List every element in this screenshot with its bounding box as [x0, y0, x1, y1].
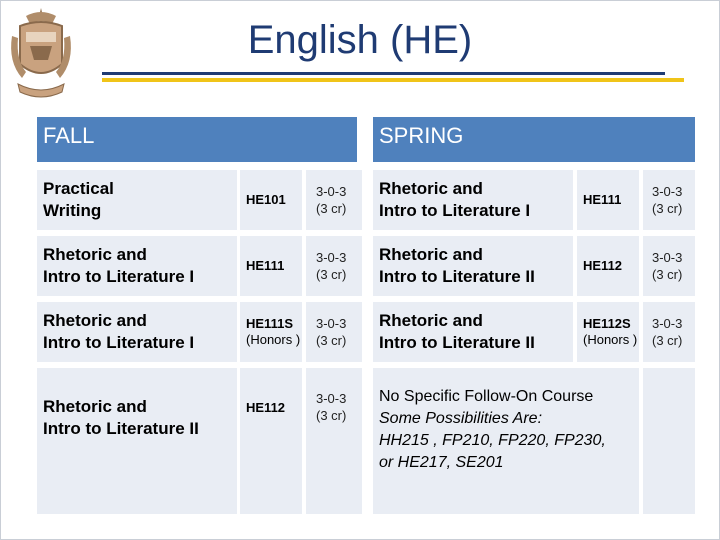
page-title: English (HE) [247, 18, 473, 62]
credit-hours: 3-0-3 [652, 250, 683, 265]
credit-count: (3 cr) [316, 267, 347, 282]
title-rule-blue [102, 72, 665, 75]
table-row-3-spring-credits [643, 302, 695, 362]
credit-hours: 3-0-3 [316, 250, 347, 265]
table-row-2-spring-credits [643, 236, 695, 296]
course-title-line: Intro to Literature II [379, 333, 535, 352]
course-title-line: Rhetoric and [43, 245, 147, 264]
credit-hours: 3-0-3 [652, 184, 683, 199]
credit-count: (3 cr) [316, 333, 347, 348]
spring-follow-on-note [373, 368, 639, 514]
note-course-list: or HE217, SE201 [379, 454, 504, 471]
honors-label: (Honors ) [583, 332, 638, 347]
table-row-3-fall-code [240, 302, 302, 362]
credit-hours: 3-0-3 [316, 184, 347, 199]
credit-count: (3 cr) [316, 408, 347, 423]
honors-label: (Honors ) [246, 332, 301, 347]
table-row-2-fall-credits [306, 236, 362, 296]
spring-header: SPRING [373, 117, 695, 162]
note-heading: No Specific Follow-On Course [379, 388, 594, 405]
title-rule-gold [102, 78, 684, 82]
credit-count: (3 cr) [316, 201, 347, 216]
table-row-4-fall-course [37, 368, 237, 514]
table-row-2-fall-course [37, 236, 237, 296]
fall-header: FALL [37, 117, 357, 162]
table-row-3-fall-credits [306, 302, 362, 362]
table-row-3-spring-code [577, 302, 639, 362]
course-title-line: Intro to Literature I [379, 201, 531, 220]
course-title-line: Rhetoric and [43, 311, 147, 330]
credit-hours: 3-0-3 [316, 391, 347, 406]
course-title-line: Practical [43, 179, 114, 198]
course-code: HE111S [246, 316, 293, 331]
course-title-line: Writing [43, 201, 102, 220]
credit-count: (3 cr) [652, 333, 683, 348]
table-row-3-fall-course [37, 302, 237, 362]
table-row-2-spring-code: HE112 [577, 236, 639, 296]
credit-count: (3 cr) [652, 267, 683, 282]
credit-count: (3 cr) [652, 201, 683, 216]
table-row-1-fall-credits [306, 170, 362, 230]
table-row-1-fall-course [37, 170, 237, 230]
table-row-1-spring-credits [643, 170, 695, 230]
course-title-line: Rhetoric and [379, 311, 483, 330]
table-row-1-spring-code: HE111 [577, 170, 639, 230]
table-row-1-spring-course [373, 170, 573, 230]
course-title-line: Rhetoric and [379, 245, 483, 264]
table-row-2-fall-code: HE111 [240, 236, 302, 296]
course-title-line: Intro to Literature I [43, 267, 195, 286]
table-row-2-spring-course [373, 236, 573, 296]
table-row-4-spring-credits-empty [643, 368, 695, 514]
course-title-line: Rhetoric and [43, 397, 147, 416]
table-row-3-spring-course [373, 302, 573, 362]
credit-hours: 3-0-3 [316, 316, 347, 331]
course-title-line: Intro to Literature II [43, 419, 199, 438]
table-row-4-fall-code: HE112 [240, 368, 302, 514]
credit-hours: 3-0-3 [652, 316, 683, 331]
table-row-1-fall-code: HE101 [240, 170, 302, 230]
course-code: HE112S [583, 316, 631, 331]
course-title-line: Intro to Literature II [379, 267, 535, 286]
note-subheading: Some Possibilities Are: [379, 410, 543, 427]
course-title-line: Intro to Literature I [43, 333, 195, 352]
table-row-4-fall-credits [306, 368, 362, 514]
course-title-line: Rhetoric and [379, 179, 483, 198]
note-course-list: HH215 , FP210, FP220, FP230, [379, 432, 606, 449]
